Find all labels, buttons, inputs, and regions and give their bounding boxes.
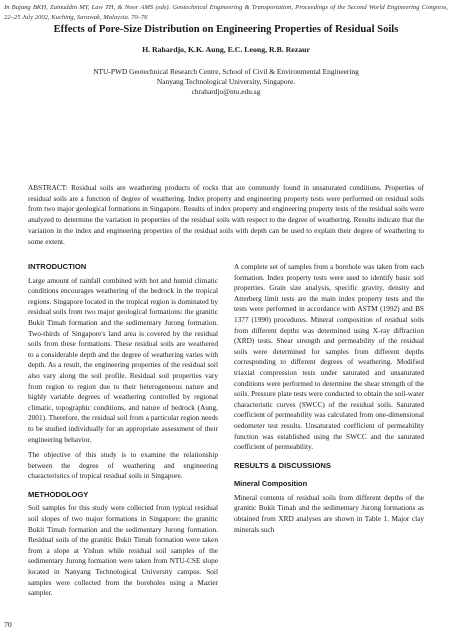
results-heading: RESULTS & DISCUSSIONS (234, 460, 331, 470)
introduction-heading: INTRODUCTION (28, 262, 87, 271)
methodology-paragraph-1: Soil samples for this study were collected from typical residual soil slopes of two major formations in Singapore: the granitic Bukit Timah formation and the sedimentary Jurong formation. Residual soils of the granitic Bukit Timah formation were taken from a slope at Yishun while residual soil samples of the sedimentary Jurong formation were taken from NTU-CSE slope located in Nanyang Technological University campus. Soil samples were collected from the boreholes using a Mazier sampler. (28, 503, 218, 598)
methodology-paragraph-2: A complete set of samples from a borehole was taken from each formation. Index property tests were used to identify basic soil properties. Grain size analysis, specific gravity, density and Atterberg limit tests are the main index property tests and the tests were performed in accordance with ASTM (1992) and BS 1377 (1990) procedures. Mineral composition of residual soils from different depths was determined using X-ray diffraction (XRD) tests. Shear strength and permeability of the residual soils were determined for samples from different depths corresponding to different degrees of weathering. Modified triaxial compression tests under saturated and unsaturated conditions were performed to determine the shear strength of the soils. Pressure plate tests were conducted to obtain the soil-water characteristic curves (SWCC) of the residual soils. Saturated coefficient of permeability was calculated from one-dimensional oedometer test results. Unsaturated coefficient of permeability function was established using the SWCC and the saturated coefficient of permeability. (234, 262, 424, 452)
abstract: ABSTRACT: Residual soils are weathering products of rocks that are commonly found in unsaturated conditions. Properties of residual soils are a function of degree of weathering. Index property and engineering property tests were performed on residual soils from two major geological formations in Singapore. Results of index property and engineering property tests of the residual soils were analyzed to determine the variation in properties of the residual soils with respect to the degree of weathering. Results indicate that the variation in the index and engineering properties of the residual soils with depth can be used to explain their degree of weathering to some extent. (28, 183, 424, 246)
affiliation-line-2: Nanyang Technological University, Singapore. (156, 77, 296, 86)
page-number: 70 (4, 620, 12, 629)
methodology-heading: METHODOLOGY (28, 489, 89, 499)
author-email[interactable]: chrahardjo@ntu.edu.sg (191, 87, 261, 96)
results-paragraph-1: Mineral contents of residual soils from different depths of the granitic Bukit Timah and the sedimentary Jurong formations as obtained from XRD analyses are shown in Table 1. Major clay minerals such (234, 492, 424, 534)
author-list: H. Rahardjo, K.K. Aung, E.C. Leong, R.B. Rezaur (142, 45, 310, 54)
affiliation-block (0, 67, 452, 97)
left-column (28, 262, 218, 604)
introduction-paragraph-1: Large amount of rainfall combined with hot and humid climatic conditions encourages weathering of the bedrock in the tropical regions. Singapore located in the tropical region is dominated by residual soils from two major geological formations: the granitic Bukit Timah formation and the sedimentary Jurong formation. Two-thirds of Singapore's land area is covered by the residual soils from these formations. These residual soils are weathered to a considerable depth and the degree of weathering varies with depth. As a result, the engineering properties of the residual soil also vary along the soil profile. Residual soil properties vary from region to region due to their heterogeneous nature and highly variable degrees of weathering controlled by regional climatic, topographic conditions, and nature of bedrock (Aung, 2001). Therefore, the residual soil from a particular region needs to be studied individually for an appropriate assessment of their engineering behavior. (28, 275, 218, 444)
mineral-composition-heading: Mineral Composition (234, 479, 308, 489)
citation-header: In Bujang BKH, Zainuddin MY, Law TH, & Noor AMS (eds). Geotechnical Engineering & Transportation, Proceedings of the Second World Engineering Congress, 22–25 July 2002, Kuching, Sarawak, Malaysia. 70–76 (4, 4, 448, 21)
affiliation-line-1: NTU-PWD Geotechnical Research Centre, School of Civil & Environmental Engineering (93, 67, 359, 76)
introduction-paragraph-2: The objective of this study is to examine the relationship between the degree of weathering and engineering characteristics of tropical residual soils in Singapore. (28, 450, 218, 481)
right-column (234, 262, 424, 540)
paper-title: Effects of Pore-Size Distribution on Engineering Properties of Residual Soils (53, 24, 399, 35)
